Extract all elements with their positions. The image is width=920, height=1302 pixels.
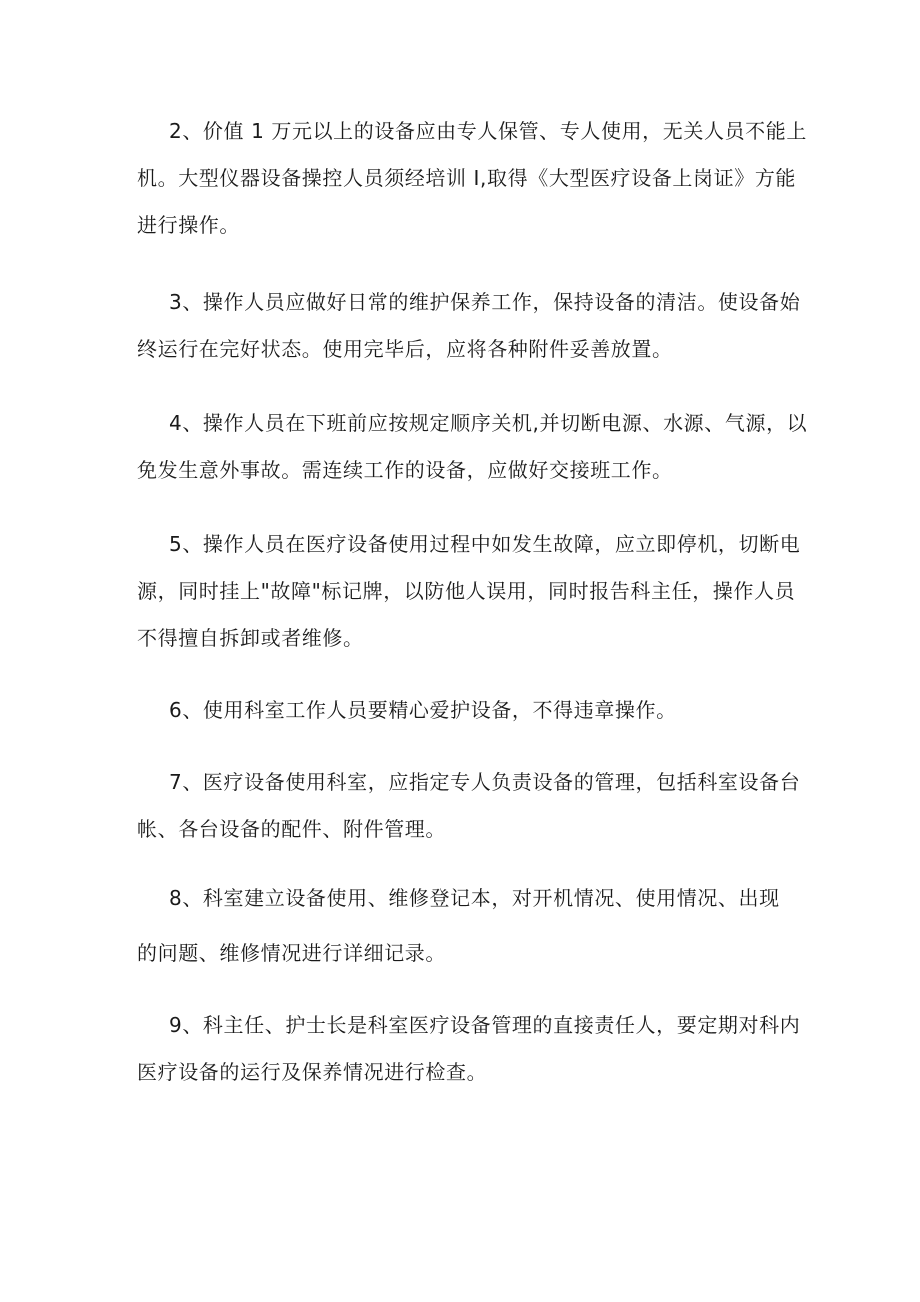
paragraph-line: 5、操作人员在医疗设备使用过程中如发生故障，应立即停机，切断电 xyxy=(169,532,801,556)
paragraph-line: 源，同时挂上"故障"标记牌，以防他人误用，同时报告科主任，操作人员 xyxy=(137,579,796,603)
paragraph-item-9 xyxy=(137,1007,801,1091)
paragraph-line: 9、科主任、护士长是科室医疗设备管理的直接责任人，要定期对科内 xyxy=(169,1013,801,1037)
paragraph-item-8 xyxy=(137,880,787,972)
paragraph-item-7 xyxy=(137,764,801,848)
paragraph-item-6 xyxy=(137,692,787,729)
paragraph-item-4 xyxy=(137,405,808,489)
paragraph-line: 的问题、维修情况进行详细记录。 xyxy=(137,941,446,965)
paragraph-item-5 xyxy=(137,526,801,657)
paragraph-line: 免发生意外事故。需连续工作的设备，应做好交接班工作。 xyxy=(137,458,673,482)
paragraph-line: 帐、各台设备的配件、附件管理。 xyxy=(137,817,446,841)
paragraph-line: 2、价值 1 万元以上的设备应由专人保管、专人使用，无关人员不能上 xyxy=(169,119,807,143)
paragraph-item-3 xyxy=(137,284,801,368)
paragraph-line: 4、操作人员在下班前应按规定顺序关机,并切断电源、水源、气源，以 xyxy=(169,411,808,435)
paragraph-line: 终运行在完好状态。使用完毕后，应将各种附件妥善放置。 xyxy=(137,337,673,361)
paragraph-item-2 xyxy=(137,113,807,244)
paragraph-line: 医疗设备的运行及保养情况进行检查。 xyxy=(137,1060,488,1084)
paragraph-line: 3、操作人员应做好日常的维护保养工作，保持设备的清洁。使设备始 xyxy=(169,290,801,314)
paragraph-line: 7、医疗设备使用科室，应指定专人负责设备的管理，包括科室设备台 xyxy=(169,770,801,794)
paragraph-line: 机。大型仪器设备操控人员须经培训 I,取得《大型医疗设备上岗证》方能 xyxy=(137,166,797,190)
paragraph-line: 进行操作。 xyxy=(137,213,240,237)
paragraph-line: 不得擅自拆卸或者维修。 xyxy=(137,626,364,650)
paragraph-line: 8、科室建立设备使用、维修登记本，对开机情况、使用情况、出现 xyxy=(169,886,780,910)
paragraph-line: 6、使用科室工作人员要精心爱护设备，不得违章操作。 xyxy=(169,698,677,722)
